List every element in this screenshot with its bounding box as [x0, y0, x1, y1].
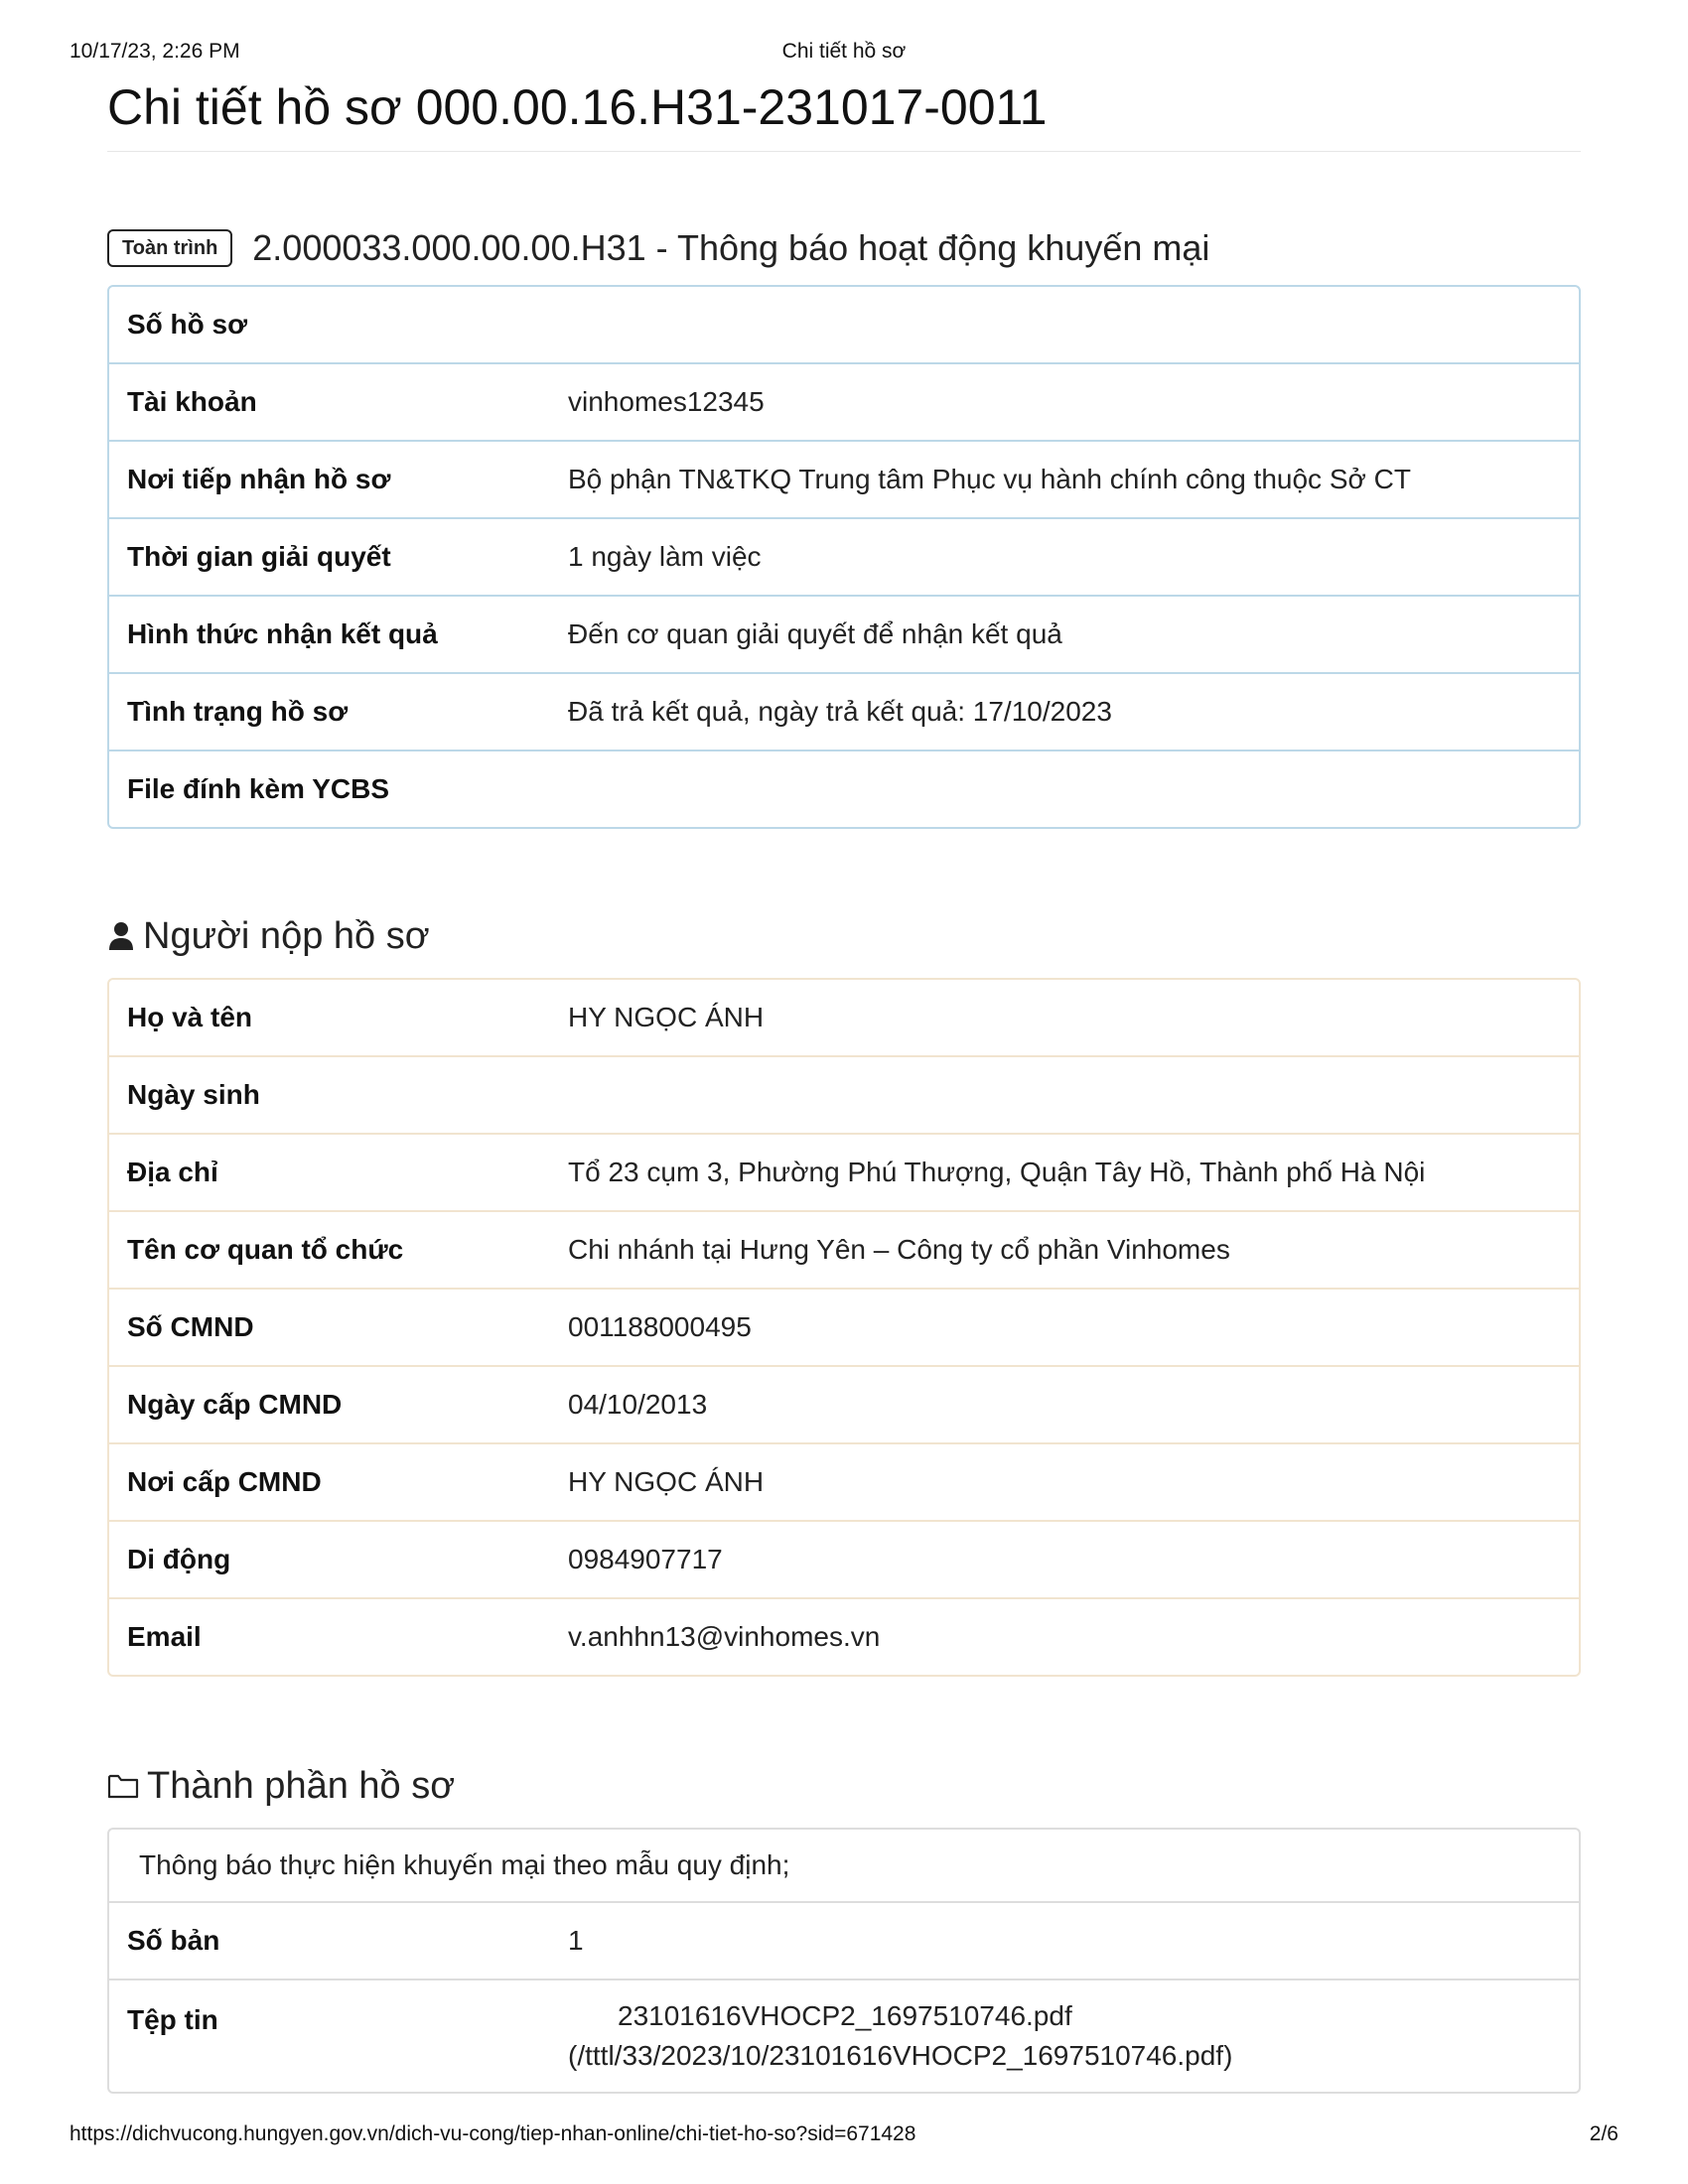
procedure-badge: Toàn trình	[107, 229, 232, 267]
row-value	[550, 750, 1579, 827]
row-value: Chi nhánh tại Hưng Yên – Công ty cổ phần Vinhomes	[550, 1210, 1579, 1288]
table-row	[109, 287, 1579, 362]
print-timestamp: 10/17/23, 2:26 PM	[70, 40, 240, 63]
components-table	[109, 1901, 1579, 2092]
row-label: Ngày cấp CMND	[109, 1365, 550, 1442]
procedure-line	[107, 225, 1581, 271]
table-row	[109, 1520, 1579, 1597]
folder-icon	[107, 1772, 139, 1800]
page-number: 2/6	[1589, 2122, 1618, 2145]
user-icon	[107, 921, 135, 951]
dossier-info-table	[107, 285, 1581, 829]
procedure-title: 2.000033.000.00.00.H31 - Thông báo hoạt động khuyến mại	[252, 227, 1210, 268]
file-link[interactable]: 23101616VHOCP2_1697510746.pdf	[618, 2000, 1072, 2031]
row-label: Thời gian giải quyết	[109, 517, 550, 595]
component-caption: Thông báo thực hiện khuyến mại theo mẫu quy định;	[139, 1849, 790, 1880]
row-label: Email	[109, 1597, 550, 1675]
row-value: 04/10/2013	[550, 1365, 1579, 1442]
table-row	[109, 362, 1579, 440]
table-row	[109, 980, 1579, 1055]
row-label: Số CMND	[109, 1288, 550, 1365]
row-value: HY NGỌC ÁNH	[550, 1442, 1579, 1520]
row-value: Đã trả kết quả, ngày trả kết quả: 17/10/2023	[550, 672, 1579, 750]
row-value: Tổ 23 cụm 3, Phường Phú Thượng, Quận Tây Hồ, Thành phố Hà Nội	[550, 1133, 1579, 1210]
row-label: Nơi tiếp nhận hồ sơ	[109, 440, 550, 517]
row-value	[550, 1055, 1579, 1133]
print-footer	[70, 2122, 1618, 2152]
row-label: Di động	[109, 1520, 550, 1597]
row-label: Tình trạng hồ sơ	[109, 672, 550, 750]
table-row	[109, 517, 1579, 595]
row-value: v.anhhn13@vinhomes.vn	[550, 1597, 1579, 1675]
table-row	[109, 1442, 1579, 1520]
components-heading-text: Thành phần hồ sơ	[147, 1764, 456, 1807]
components-panel	[107, 1828, 1581, 2094]
table-row	[109, 440, 1579, 517]
main-content	[107, 69, 1581, 2094]
row-label: Số hồ sơ	[127, 309, 248, 340]
copies-label: Số bản	[109, 1901, 550, 1979]
table-row	[109, 1365, 1579, 1442]
table-row	[109, 1210, 1579, 1288]
row-label: Họ và tên	[127, 1002, 253, 1032]
file-cell	[550, 1979, 1579, 2092]
table-row	[109, 1979, 1579, 2092]
row-label: Tài khoản	[109, 362, 550, 440]
row-label: File đính kèm YCBS	[109, 750, 550, 827]
applicant-table	[107, 978, 1581, 1677]
copies-value: 1	[550, 1901, 1579, 1979]
table-row	[109, 1597, 1579, 1675]
print-header	[70, 40, 1618, 69]
table-row	[109, 1288, 1579, 1365]
row-label: Hình thức nhận kết quả	[109, 595, 550, 672]
row-value	[550, 287, 1579, 362]
row-value: Bộ phận TN&TKQ Trung tâm Phục vụ hành chính công thuộc Sở CT	[550, 440, 1579, 517]
table-row	[109, 1133, 1579, 1210]
file-label: Tệp tin	[109, 1979, 550, 2092]
row-label: Địa chỉ	[109, 1133, 550, 1210]
print-url: https://dichvucong.hungyen.gov.vn/dich-vu-cong/tiep-nhan-online/chi-tiet-ho-so?sid=671428	[70, 2122, 916, 2145]
row-label: Ngày sinh	[109, 1055, 550, 1133]
row-value: Đến cơ quan giải quyết để nhận kết quả	[550, 595, 1579, 672]
page-title: Chi tiết hồ sơ 000.00.16.H31-231017-0011	[107, 69, 1581, 152]
applicant-heading-text: Người nộp hồ sơ	[143, 914, 430, 957]
components-heading	[107, 1756, 1581, 1816]
row-value: 1 ngày làm việc	[550, 517, 1579, 595]
row-value: 0984907717	[550, 1520, 1579, 1597]
row-value: HY NGỌC ÁNH	[568, 1002, 765, 1032]
row-label: Tên cơ quan tổ chức	[109, 1210, 550, 1288]
applicant-heading	[107, 906, 1581, 966]
print-title: Chi tiết hồ sơ	[781, 40, 907, 63]
table-row	[109, 750, 1579, 827]
file-path: (/tttl/33/2023/10/23101616VHOCP2_1697510746.pdf)	[568, 2040, 1233, 2071]
row-label: Nơi cấp CMND	[109, 1442, 550, 1520]
table-row	[109, 1055, 1579, 1133]
table-row	[109, 1901, 1579, 1979]
row-value: 001188000495	[550, 1288, 1579, 1365]
table-row	[109, 672, 1579, 750]
table-row	[109, 595, 1579, 672]
row-value: vinhomes12345	[550, 362, 1579, 440]
